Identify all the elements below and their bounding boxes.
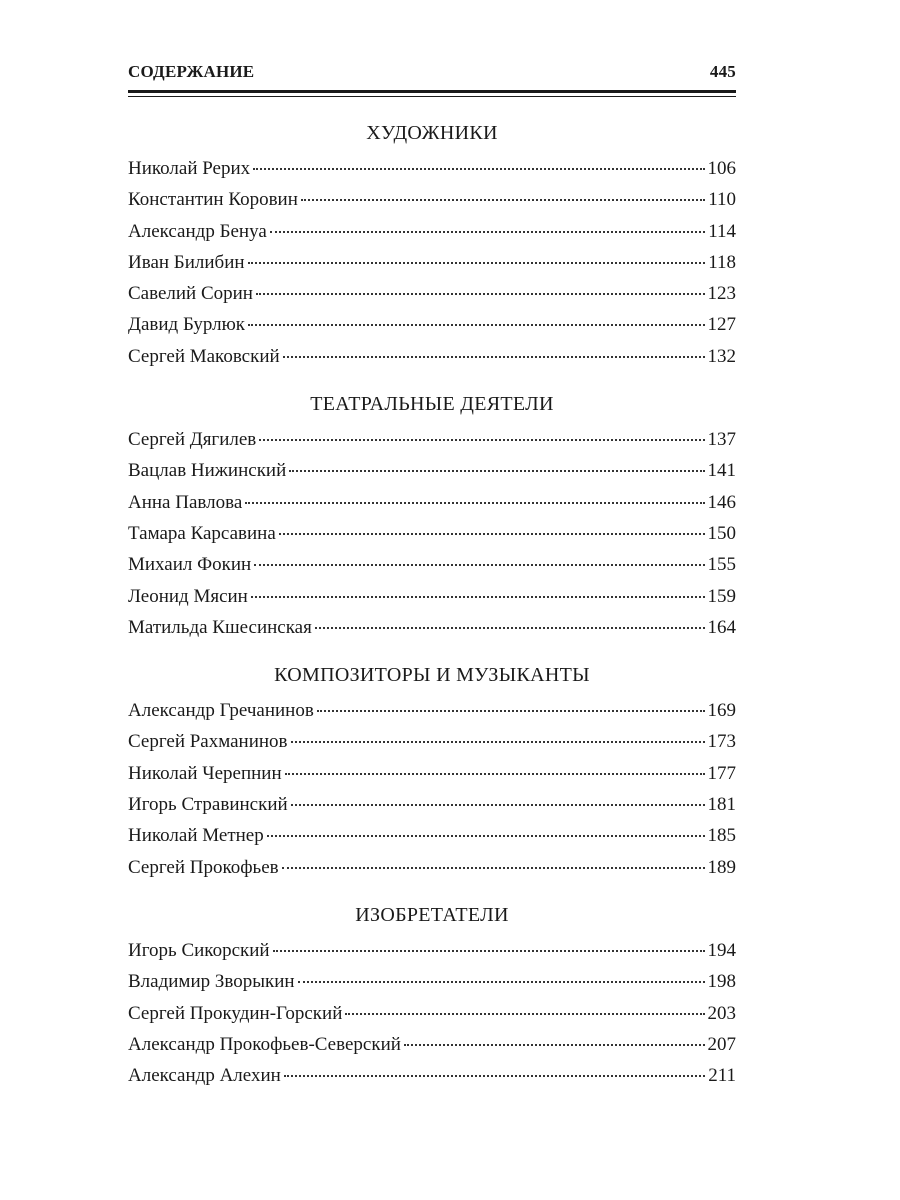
entry-page-number: 194 [707, 939, 736, 961]
entry-name: Игорь Сикорский [128, 939, 270, 961]
section-heading: ИЗОБРЕТАТЕЛИ [355, 903, 509, 926]
toc-section [128, 660, 736, 888]
toc-entry [128, 429, 736, 460]
entry-name: Александр Прокофьев-Северский [128, 1033, 401, 1055]
entry-name: Анна Павлова [128, 491, 243, 513]
toc-entry [128, 221, 736, 252]
entry-page-number: 164 [707, 616, 736, 638]
entry-page-number: 173 [707, 731, 736, 753]
entry-name: Сергей Прокофьев [128, 856, 279, 878]
dot-leader [289, 470, 704, 472]
dot-leader [273, 950, 705, 952]
toc-entry [128, 1065, 736, 1096]
entry-page-number: 110 [708, 189, 736, 211]
entry-name: Иван Билибин [128, 251, 245, 273]
entry-name: Давид Бурлюк [128, 314, 246, 336]
section-heading: ТЕАТРАЛЬНЫЕ ДЕЯТЕЛИ [310, 393, 554, 416]
toc-entry [128, 825, 736, 856]
toc-entry [128, 586, 736, 617]
dot-leader [248, 262, 706, 264]
entry-name: Николай Метнер [128, 825, 264, 847]
entry-page-number: 118 [708, 251, 736, 273]
entry-page-number: 207 [707, 1033, 736, 1055]
entry-name: Александр Гречанинов [128, 700, 314, 722]
toc-entry [128, 283, 736, 314]
entry-page-number: 114 [708, 220, 736, 242]
toc-entry [128, 1003, 736, 1034]
dot-leader [291, 741, 705, 743]
toc-section [128, 900, 736, 1096]
section-heading: КОМПОЗИТОРЫ И МУЗЫКАНТЫ [274, 664, 590, 687]
toc-entry [128, 252, 736, 283]
toc-entry [128, 971, 736, 1002]
dot-leader [259, 439, 704, 441]
entry-page-number: 181 [707, 794, 736, 816]
entry-name: Владимир Зворыкин [128, 971, 295, 993]
entry-page-number: 150 [707, 522, 736, 544]
dot-leader [245, 502, 704, 504]
toc-entry [128, 731, 736, 762]
section-heading: ХУДОЖНИКИ [366, 122, 498, 144]
entry-name: Константин Коровин [128, 189, 298, 211]
entry-name: Леонид Мясин [128, 585, 248, 607]
dot-leader [279, 533, 705, 535]
entry-name: Вацлав Нижинский [128, 460, 287, 482]
entry-name: Александр Бенуа [128, 220, 267, 242]
entry-page-number: 132 [707, 345, 736, 367]
running-head-title: СОДЕРЖАНИЕ [128, 62, 255, 81]
header-rule-thin [128, 96, 736, 97]
dot-leader [315, 627, 705, 629]
dot-leader [345, 1013, 704, 1015]
entry-name: Николай Рерих [128, 158, 251, 179]
toc-entry [128, 1034, 736, 1065]
dot-leader [254, 564, 704, 566]
dot-leader [256, 293, 705, 295]
entry-page-number: 141 [707, 460, 736, 482]
entry-page-number: 155 [707, 554, 736, 576]
entry-page-number: 159 [707, 585, 736, 607]
entry-page-number: 106 [707, 158, 736, 179]
entry-page-number: 146 [707, 491, 736, 513]
toc-section [128, 118, 736, 377]
entry-page-number: 185 [707, 825, 736, 847]
book-page [128, 0, 736, 1200]
toc-section [128, 389, 736, 648]
entry-page-number: 169 [707, 700, 736, 722]
toc-entry [128, 857, 736, 888]
toc-entry [128, 492, 736, 523]
entry-name: Тамара Карсавина [128, 522, 276, 544]
entry-name: Сергей Прокудин-Горский [128, 1002, 343, 1024]
entry-name: Сергей Дягилев [128, 429, 257, 451]
entry-page-number: 211 [708, 1065, 736, 1087]
entry-name: Матильда Кшесинская [128, 616, 312, 638]
table-of-contents [128, 118, 736, 1108]
entry-name: Игорь Стравинский [128, 794, 288, 816]
dot-leader [282, 867, 705, 869]
toc-entry [128, 700, 736, 731]
dot-leader [248, 324, 704, 326]
toc-entry [128, 523, 736, 554]
toc-entry [128, 554, 736, 585]
dot-leader [253, 168, 704, 170]
entry-page-number: 127 [707, 314, 736, 336]
entry-page-number: 177 [707, 762, 736, 784]
running-head [128, 62, 736, 86]
entry-name: Александр Алехин [128, 1065, 281, 1087]
toc-entry [128, 763, 736, 794]
dot-leader [404, 1044, 705, 1046]
dot-leader [317, 710, 705, 712]
toc-entry [128, 346, 736, 377]
header-rule-thick [128, 90, 736, 93]
entry-name: Михаил Фокин [128, 554, 252, 576]
toc-entry [128, 314, 736, 345]
toc-entry [128, 940, 736, 971]
entry-page-number: 137 [707, 429, 736, 451]
dot-leader [284, 1075, 705, 1077]
dot-leader [251, 596, 705, 598]
entry-name: Николай Черепнин [128, 762, 282, 784]
dot-leader [298, 981, 705, 983]
entry-page-number: 198 [707, 971, 736, 993]
entry-page-number: 189 [707, 856, 736, 878]
dot-leader [270, 231, 705, 233]
page-number: 445 [709, 62, 736, 81]
dot-leader [283, 356, 705, 358]
dot-leader [291, 804, 705, 806]
entry-name: Сергей Рахманинов [128, 731, 288, 753]
dot-leader [301, 199, 705, 201]
dot-leader [285, 773, 705, 775]
toc-entry [128, 158, 736, 189]
toc-entry [128, 460, 736, 491]
entry-name: Сергей Маковский [128, 345, 280, 367]
toc-entry [128, 189, 736, 220]
entry-page-number: 203 [707, 1002, 736, 1024]
entry-name: Савелий Сорин [128, 283, 253, 305]
dot-leader [267, 835, 705, 837]
toc-entry [128, 794, 736, 825]
toc-entry [128, 617, 736, 648]
entry-page-number: 123 [707, 283, 736, 305]
